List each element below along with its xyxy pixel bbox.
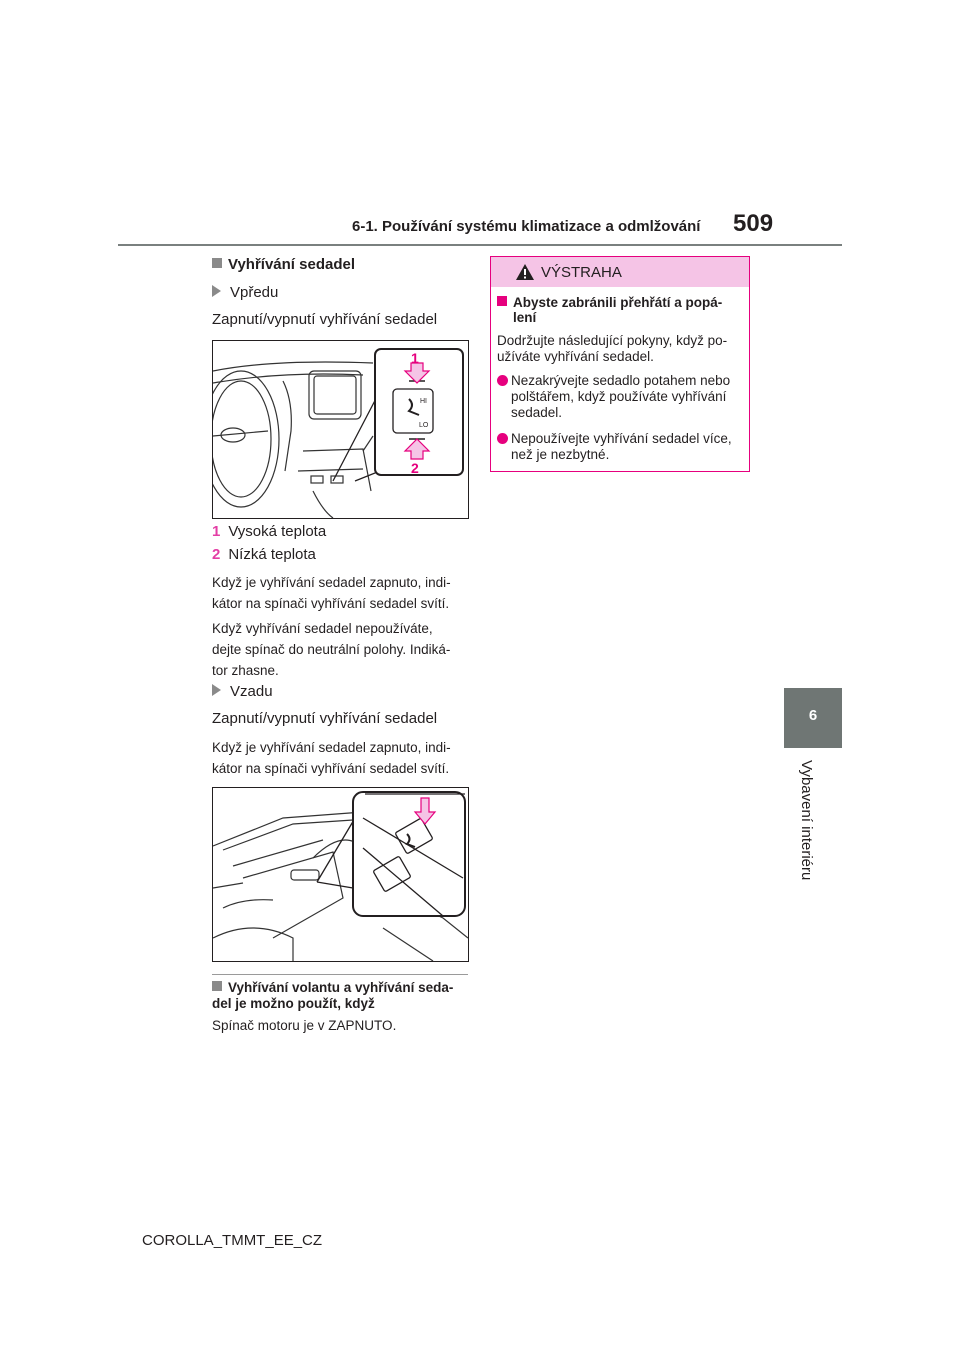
switch-lo-label: LO xyxy=(419,422,429,429)
front-toggle-text: Zapnutí/vypnutí vyhřívání sedadel xyxy=(212,311,438,328)
front-dashboard-illustration xyxy=(213,341,468,518)
chapter-title: Vybavení interiéru xyxy=(798,760,815,881)
triangle-bullet-icon xyxy=(212,285,221,297)
section-heading: Vyhřívání sedadel xyxy=(212,256,355,273)
bullet-dot-icon xyxy=(497,433,508,444)
front-paragraph-1: Když je vyhřívání sedadel zapnuto, indi- kátor na spínači vyhřívání sedadel svítí. xyxy=(212,575,451,611)
front-paragraph-2: Když vyhřívání sedadel nepoužíváte, dejte spínač do neutrální polohy. Indiká- tor zhasne. xyxy=(212,621,451,678)
warning-bullet-1: Nezakrývejte sedadlo potahem nebo polštářem, když používáte vyhřívání sedadel. xyxy=(497,373,745,421)
warning-box xyxy=(490,256,750,472)
bullet-dot-icon xyxy=(497,375,508,386)
switch-hi-label: HI xyxy=(420,398,427,405)
condition-text: Spínač motoru je v ZAPNUTO. xyxy=(212,1018,397,1033)
figure-label-2: 2 xyxy=(411,460,419,476)
section-title: 6-1. Používání systému klimatizace a odmlžování xyxy=(352,218,701,235)
warning-intro: Dodržujte následující pokyny, když po- užíváte vyhřívání sedadel. xyxy=(497,333,728,364)
rear-seat-heater-figure xyxy=(212,787,469,962)
list-item-low: 2 Nízká teplota xyxy=(212,546,316,563)
page-number: 509 xyxy=(733,210,774,237)
list-item-high: 1 Vysoká teplota xyxy=(212,523,327,540)
header-divider xyxy=(118,244,842,246)
divider xyxy=(212,974,468,975)
front-label: Vpředu xyxy=(212,284,278,301)
square-bullet-icon xyxy=(212,258,222,268)
figure-label-1: 1 xyxy=(411,350,419,366)
warning-header xyxy=(491,257,749,287)
square-bullet-icon xyxy=(212,981,222,991)
triangle-bullet-icon xyxy=(212,684,221,696)
warning-subheading: Abyste zabránili přehřátí a popá- lení xyxy=(497,295,745,325)
warning-bullet-2: Nepoužívejte vyhřívání sedadel více, než je nezbytné. xyxy=(497,431,745,463)
square-bullet-icon xyxy=(497,296,507,306)
front-seat-heater-figure xyxy=(212,340,469,519)
condition-heading: Vyhřívání volantu a vyhřívání seda- del je možno použít, když xyxy=(212,980,454,1011)
warning-triangle-icon xyxy=(515,263,535,281)
rear-label: Vzadu xyxy=(212,683,273,700)
rear-paragraph-1: Když je vyhřívání sedadel zapnuto, indi- kátor na spínači vyhřívání sedadel svítí. xyxy=(212,740,451,776)
rear-toggle-text: Zapnutí/vypnutí vyhřívání sedadel xyxy=(212,710,438,727)
warning-title: VÝSTRAHA xyxy=(541,264,622,281)
chapter-number: 6 xyxy=(808,707,818,724)
document-code: COROLLA_TMMT_EE_CZ xyxy=(142,1232,323,1249)
rear-door-illustration xyxy=(213,788,468,961)
